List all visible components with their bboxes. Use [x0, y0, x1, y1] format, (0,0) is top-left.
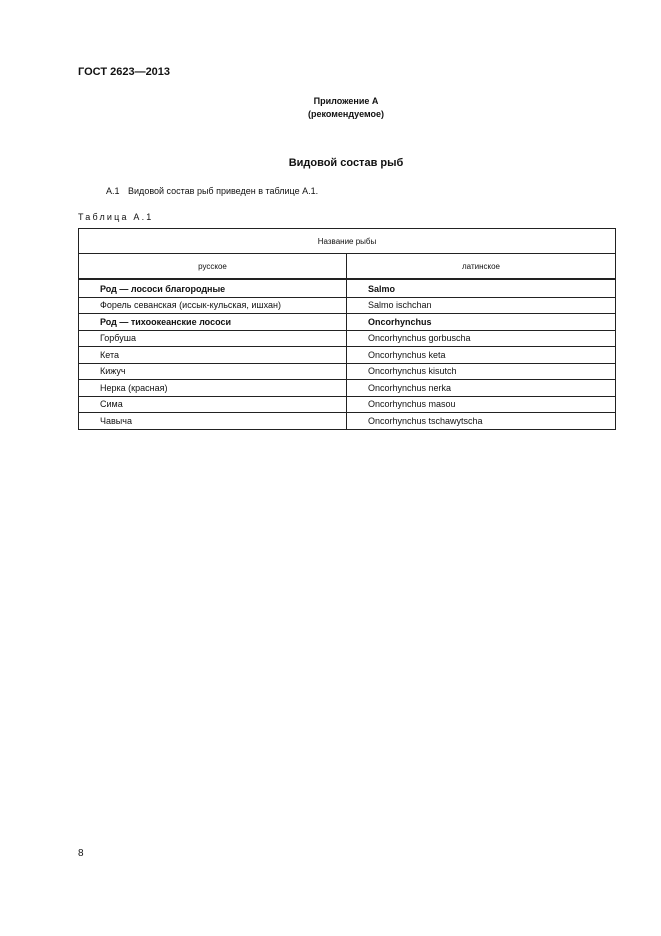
table-row-genus [79, 279, 616, 297]
cell-russian-name: Нерка (красная) [79, 380, 347, 397]
intro-paragraph [106, 186, 318, 196]
table-row [79, 413, 616, 430]
appendix-subtitle: (рекомендуемое) [308, 109, 384, 119]
table-row [79, 396, 616, 413]
intro-text: Видовой состав рыб приведен в таблице А.1. [128, 186, 319, 196]
cell-russian-name: Горбуша [79, 330, 347, 347]
cell-latin-name: Oncorhynchus [347, 314, 616, 331]
cell-russian-name: Чавыча [79, 413, 347, 430]
cell-russian-name: Кижуч [79, 363, 347, 380]
table-caption: Таблица А.1 [78, 212, 154, 222]
table-row [79, 380, 616, 397]
cell-latin-name: Oncorhynchus tschawytscha [347, 413, 616, 430]
table-row [79, 347, 616, 364]
cell-latin-name: Oncorhynchus nerka [347, 380, 616, 397]
cell-russian-name: Род — лососи благородные [79, 279, 347, 297]
cell-russian-name: Род — тихоокеанские лососи [79, 314, 347, 331]
cell-russian-name: Форель севанская (иссык-кульская, ишхан) [79, 297, 347, 314]
table-row [79, 363, 616, 380]
table-header-latin: латинское [347, 254, 616, 280]
cell-latin-name: Oncorhynchus keta [347, 347, 616, 364]
cell-latin-name: Oncorhynchus masou [347, 396, 616, 413]
section-title: Видовой состав рыб [288, 157, 404, 169]
cell-latin-name: Salmo [347, 279, 616, 297]
cell-latin-name: Oncorhynchus kisutch [347, 363, 616, 380]
appendix-title: Приложение А [313, 96, 379, 106]
page-number: 8 [78, 848, 84, 859]
intro-number: А.1 [106, 186, 120, 196]
fish-species-table [78, 228, 616, 430]
table-header-russian: русское [79, 254, 347, 280]
table-header-fish-name: Название рыбы [79, 229, 616, 254]
cell-russian-name: Сима [79, 396, 347, 413]
table-row-genus [79, 314, 616, 331]
table-row [79, 297, 616, 314]
cell-latin-name: Salmo ischchan [347, 297, 616, 314]
document-code: ГОСТ 2623—2013 [78, 66, 171, 78]
cell-russian-name: Кета [79, 347, 347, 364]
table-body [79, 279, 616, 429]
cell-latin-name: Oncorhynchus gorbuscha [347, 330, 616, 347]
table-row [79, 330, 616, 347]
